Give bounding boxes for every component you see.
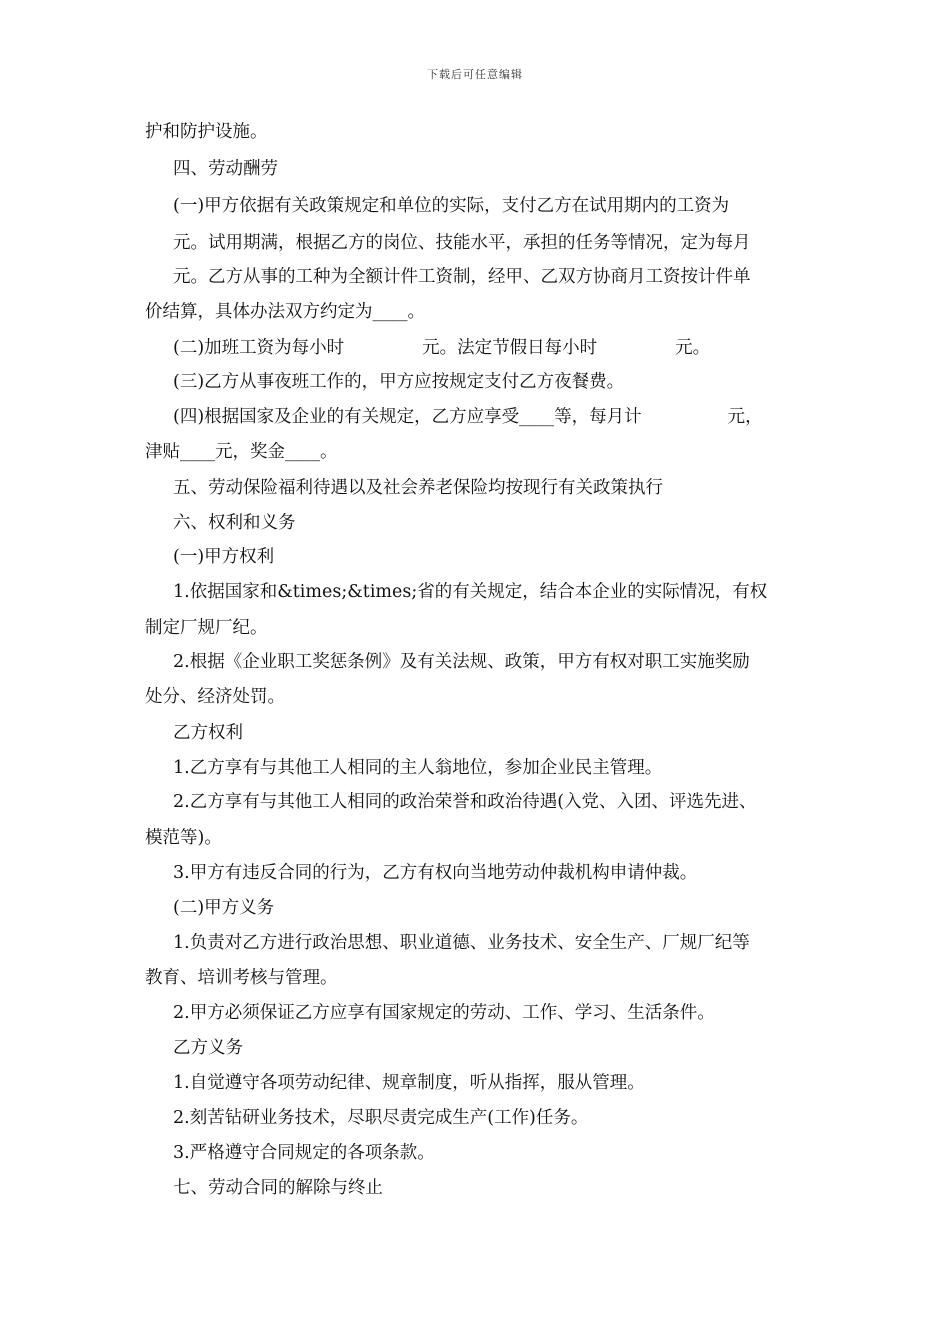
paragraph-line: 1.乙方享有与其他工人相同的主人翁地位，参加企业民主管理。 [173,758,663,778]
benefit-text-b: 元， [727,407,763,427]
overtime-text-c: 元。 [675,338,711,358]
page-header: 下载后可任意编辑 [427,68,523,81]
paragraph-line: 1.自觉遵守各项劳动纪律、规章制度，听从指挥，服从管理。 [173,1073,645,1093]
paragraph-line: 元。乙方从事的工种为全额计件工资制，经甲、乙双方协商月工资按计件单 [173,267,751,287]
paragraph-line [173,336,710,360]
paragraph-line: 元。试用期满，根据乙方的岗位、技能水平，承担的任务等情况，定为每月 [173,233,751,253]
section-heading: 五、劳动保险福利待遇以及社会养老保险均按现行有关政策执行 [173,478,663,498]
paragraph-line: 2.根据《企业职工奖惩条例》及有关法规、政策，甲方有权对职工实施奖励 [173,652,750,672]
paragraph-line: 3.严格遵守合同规定的各项条款。 [173,1143,435,1163]
section-heading: 四、劳动酬劳 [173,159,278,179]
section-heading: 七、劳动合同的解除与终止 [173,1178,383,1198]
paragraph-line: 3.甲方有违反合同的行为，乙方有权向当地劳动仲裁机构申请仲裁。 [173,863,698,883]
paragraph-line [173,405,763,429]
paragraph-line: (一)甲方依据有关政策规定和单位的实际，支付乙方在试用期内的工资为 [173,196,730,216]
paragraph-line: (三)乙方从事夜班工作的，甲方应按规定支付乙方夜餐费。 [173,372,625,392]
paragraph-line: 教育、培训考核与管理。 [145,968,338,988]
benefit-text-a: (四)根据国家及企业的有关规定，乙方应享受____等，每月计 [173,407,642,427]
paragraph-line: 价结算，具体办法双方约定为____。 [145,302,425,322]
subsection-heading: 乙方义务 [173,1038,243,1058]
paragraph-line: 2.乙方享有与其他工人相同的政治荣誉和政治待遇(入党、入团、评选先进、 [173,792,757,812]
paragraph-line: 护和防护设施。 [145,122,268,142]
paragraph-line: 2.甲方必须保证乙方应享有国家规定的劳动、工作、学习、生活条件。 [173,1003,715,1023]
paragraph-line: 津贴____元，奖金____。 [145,442,338,462]
section-heading: 六、权利和义务 [173,513,296,533]
subsection-heading: (二)甲方义务 [173,898,275,918]
subsection-heading: (一)甲方权利 [173,547,275,567]
overtime-text-b: 元。法定节假日每小时 [422,338,598,358]
subsection-heading: 乙方权利 [173,723,243,743]
paragraph-line: 1.依据国家和&times;&times;省的有关规定，结合本企业的实际情况，有权 [173,582,768,602]
paragraph-line: 1.负责对乙方进行政治思想、职业道德、业务技术、安全生产、厂规厂纪等 [173,933,750,953]
paragraph-line: 制定厂规厂纪。 [145,618,268,638]
paragraph-line: 2.刻苦钻研业务技术，尽职尽责完成生产(工作)任务。 [173,1108,589,1128]
paragraph-line: 处分、经济处罚。 [145,687,285,707]
paragraph-line: 模范等)。 [145,828,222,848]
overtime-text-a: (二)加班工资为每小时 [173,338,345,358]
